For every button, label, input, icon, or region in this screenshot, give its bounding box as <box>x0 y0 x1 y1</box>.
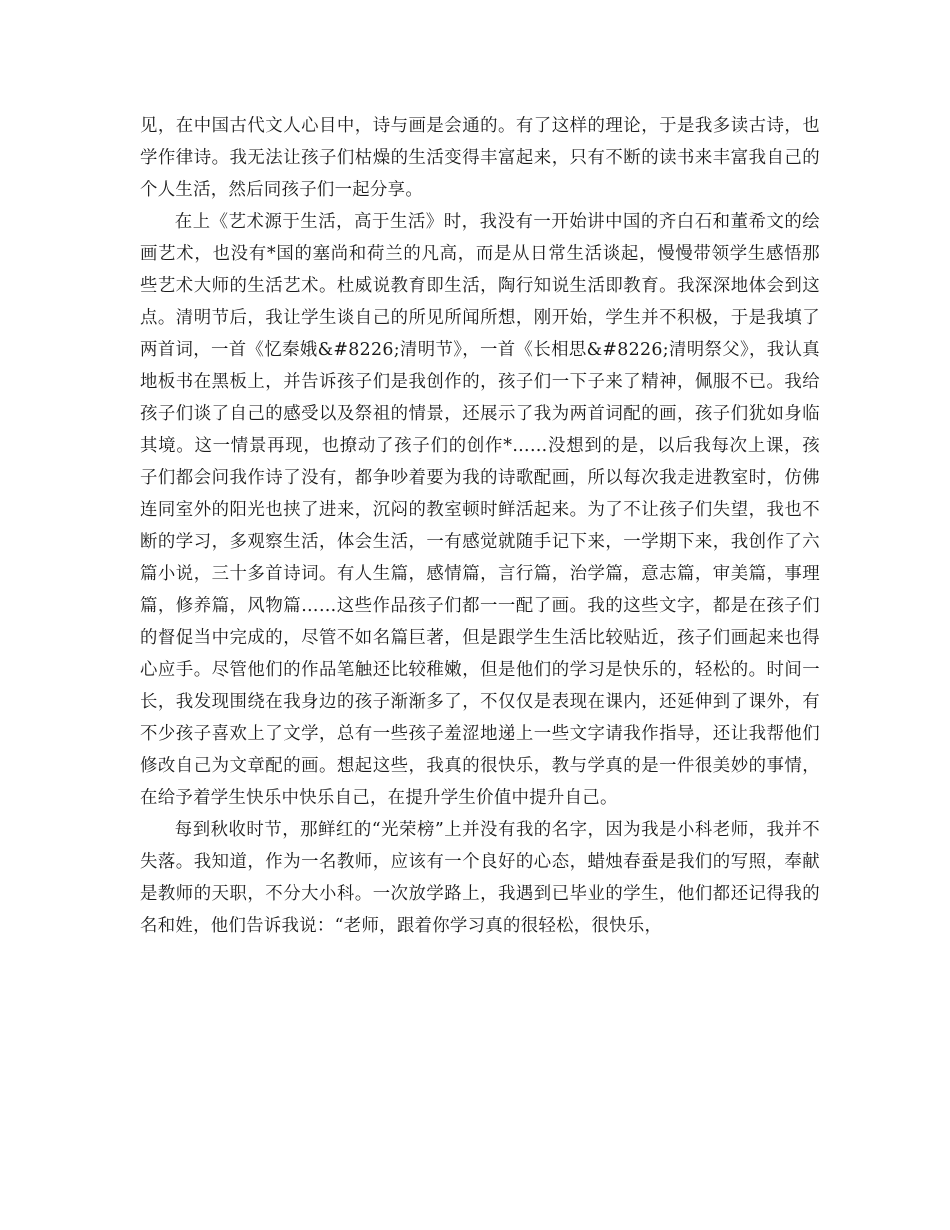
paragraph-1: 见，在中国古代文人心目中，诗与画是会通的。有了这样的理论，于是我多读古诗，也学作律诗。我无法让孩子们枯燥的生活变得丰富起来，只有不断的读书来丰富我自己的个人生活，然后同孩子们一起分享。 <box>140 116 820 200</box>
document-page <box>140 110 820 942</box>
paragraph-2: 在上《艺术源于生活，高于生活》时，我没有一开始讲中国的齐白石和董希文的绘画艺术，也没有*国的塞尚和荷兰的凡高，而是从日常生活谈起，慢慢带领学生感悟那些艺术大师的生活艺术。杜威说教育即生活，陶行知说生活即教育。我深深地体会到这点。清明节后，我让学生谈自己的所见所闻所想，刚开始，学生并不积极，于是我填了两首词，一首《忆秦娥&#8226;清明节》，一首《长相思&#8226;清明祭父》，我认真地板书在黑板上，并告诉孩子们是我创作的，孩子们一下子来了精神，佩服不已。我给孩子们谈了自己的感受以及祭祖的情景，还展示了我为两首词配的画，孩子们犹如身临其境。这一情景再现，也撩动了孩子们的创作*……没想到的是，以后我每次上课，孩子们都会问我作诗了没有，都争吵着要为我的诗歌配画，所以每次我走进教室时，仿佛连同室外的阳光也挟了进来，沉闷的教室顿时鲜活起来。为了不让孩子们失望，我也不断的学习，多观察生活，体会生活，一有感觉就随手记下来，一学期下来，我创作了六篇小说，三十多首诗词。有人生篇，感情篇，言行篇，治学篇，意志篇，审美篇，事理篇，修养篇，风物篇……这些作品孩子们都一一配了画。我的这些文字，都是在孩子们的督促当中完成的，尽管不如名篇巨著，但是跟学生生活比较贴近，孩子们画起来也得心应手。尽管他们的作品笔触还比较稚嫩，但是他们的学习是快乐的，轻松的。时间一长，我发现围绕在我身边的孩子渐渐多了，不仅仅是表现在课内，还延伸到了课外，有不少孩子喜欢上了文学，总有一些孩子羞涩地递上一些文字请我作指导，还让我帮他们修改自己为文章配的画。想起这些，我真的很快乐，教与学真的是一件很美妙的事情，在给予着学生快乐中快乐自己，在提升学生价值中提升自己。 <box>140 212 820 808</box>
paragraph-3: 每到秋收时节，那鲜红的“光荣榜”上并没有我的名字，因为我是小科老师，我并不失落。我知道，作为一名教师，应该有一个良好的心态，蜡烛春蚕是我们的写照，奉献是教师的天职，不分大小科。一次放学路上，我遇到已毕业的学生，他们都还记得我的名和姓，他们告诉我说：“老师，跟着你学习真的很轻松，很快乐， <box>140 820 820 936</box>
